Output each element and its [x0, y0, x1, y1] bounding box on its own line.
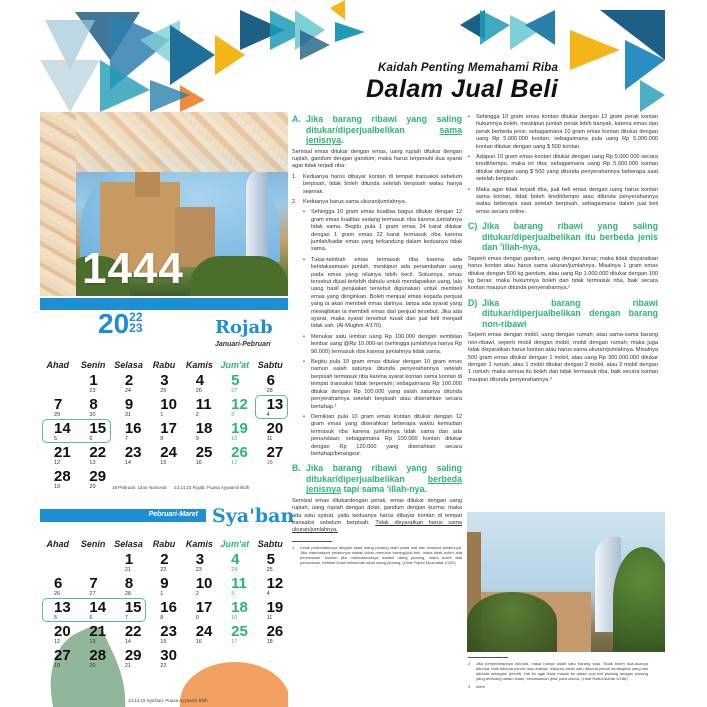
hijri-day-number: 27 [54, 647, 71, 664]
gregorian-day-number: 22 [160, 663, 167, 669]
bullet-item: • Begitu pula 10 gram emas ditukar dengan 10 gram emas namun salah satunya ditunda penyerahannya setelah berpisah termasuk riba karena syarat kontan sama kontan di tempat transaksi tidak terpenuhi; sebagaimana Rp 100.000 ditukar dengan Rp 100.000 yang salah satunya ditunda penyerahannya setelah berpisah atau diserahkan secara bertahap.¹ [303, 359, 462, 410]
hijri-day-number: 16 [124, 420, 142, 437]
calendar-day [182, 552, 217, 574]
hijri-day-number: 27 [266, 444, 284, 461]
burj-al-arab-photo [467, 512, 665, 652]
calendar-day [182, 445, 217, 467]
calendar-day [146, 624, 181, 646]
calendar-day [111, 373, 146, 395]
gregorian-day-number: 26 [54, 591, 61, 597]
gregorian-day-number: 13 [89, 639, 96, 645]
section-b-body: Semisal emas ditukardengan perak, emas ditukar dengan uang rupiah, uang rupiah dengan dolar, gandum dengan kurma; maka ada satu syarat, yaitu keduanya harus dibayar kontan di tempat transaksi sebelum berpisah. Tidak disyaratkan harus sama ukuran/jumlahnya. [292, 497, 462, 534]
calendar-day [182, 373, 217, 395]
month-bar-syaban [40, 509, 206, 522]
calendar-day [146, 552, 181, 574]
hijri-day-number: 28 [89, 647, 107, 664]
hijri-day-number: 3 [195, 551, 205, 568]
gregorian-day-number: 27 [231, 388, 238, 394]
gregorian-day-number: 6 [89, 436, 93, 442]
gregorian-day-number: 8 [160, 615, 164, 621]
year-bar [40, 298, 288, 310]
gregorian-day-number: 9 [195, 615, 199, 621]
gregorian-day-number: 17 [231, 639, 238, 645]
calendar-day [111, 421, 146, 443]
calendar-day [75, 397, 110, 419]
gregorian-day-number: 3 [231, 591, 235, 597]
calendar-day [217, 373, 252, 395]
gregorian-day-number: 31 [124, 412, 131, 418]
hijri-day-number: 19 [231, 420, 248, 437]
gregorian-day-number: 21 [124, 567, 131, 573]
calendar-day [75, 373, 110, 395]
hijri-day-number: 29 [124, 647, 142, 664]
section-d-heading: D) Jika barang ribawi ditukar/diperjualbelikan dengan barang non-ribawi [468, 297, 658, 329]
calendar-day [75, 445, 110, 467]
ayyamul-bidh-highlight [42, 419, 111, 443]
gregorian-day-number: 14 [124, 460, 131, 466]
hijri-day-number: 22 [89, 444, 107, 461]
hijri-day-number: 23 [160, 623, 177, 640]
calendar-day [40, 624, 75, 646]
hijri-day-number: 18 [231, 599, 248, 616]
calendar-day [40, 469, 75, 491]
calendar-day [75, 648, 110, 670]
gregorian-day-number: 4 [266, 591, 270, 597]
section-d-body: Seperti emas dengan mobil, uang dengan rumah; atau sama-sama barang non-ribawi, seperti mobil dengan mobil, mobil dengan rumah; maka juga tidak disyaratkan harus kontan atau harus sama ukuran/jumlahnya. Misalnya 500 gram emas ditukar dengan 1 mobil, atau uang Rp 300.000.000 ditukar dengan 1 rumah, atau 1 mobil ditukar dengan 2 mobil, atau 2 mobil dengan 1 rumah; maka semua itu boleh dan tidak termasuk riba, baik secara kontan maupun ditunda penyerahannya.³ [468, 332, 658, 383]
hijri-day-number: 17 [195, 599, 213, 616]
weekday-label: Selasa [114, 360, 143, 370]
calendar-day [253, 576, 288, 598]
hijri-day-number: 10 [195, 575, 213, 592]
gregorian-day-number: 18 [266, 460, 273, 466]
calendar-day [182, 624, 217, 646]
hijri-day-number: 25 [195, 444, 213, 461]
calendar-day [182, 421, 217, 443]
hijri-day-number: 1 [89, 372, 98, 389]
gregorian-day-number: 21 [124, 663, 131, 669]
gregorian-day-number: 25 [266, 567, 273, 573]
gregorian-day-number: 10 [231, 615, 238, 621]
gregorian-day-number: 2 [195, 591, 199, 597]
hijri-day-number: 18 [195, 420, 213, 437]
calendar-day [253, 373, 288, 395]
calendar-day [146, 576, 181, 598]
gregorian-year: 2022 23 [98, 308, 143, 339]
hijri-day-number: 16 [160, 599, 177, 616]
calendar-rojab [40, 360, 288, 491]
weekday-label: Sabtu [257, 539, 283, 549]
month-range-syaban: Pebruari-Maret [148, 511, 198, 518]
hijri-day-number: 12 [231, 396, 248, 413]
calendar-empty-cell [40, 552, 75, 574]
gregorian-day-number: 3 [231, 412, 235, 418]
gregorian-day-number: 27 [89, 591, 96, 597]
hijri-day-number: 14 [54, 420, 71, 437]
weekday-label: Kamis [185, 360, 213, 370]
weekday-label: Jum'at [220, 539, 250, 549]
ayyamul-bidh-highlight [255, 395, 288, 419]
gregorian-day-number: 12 [54, 460, 61, 466]
weekday-label: Rabu [152, 539, 176, 549]
gregorian-day-number: 22 [160, 567, 167, 573]
gregorian-day-number: 11 [266, 615, 273, 621]
footnote: 3 Idem [468, 684, 485, 689]
day-grid [40, 373, 288, 491]
article-title: Dalam Jual Beli [366, 75, 559, 103]
gregorian-day-number: 20 [89, 663, 96, 669]
footnote-divider [292, 541, 332, 542]
calendar-day [146, 373, 181, 395]
calendar-day [217, 576, 252, 598]
hijri-day-number: 17 [160, 420, 177, 437]
calendar-day [40, 397, 75, 419]
hijri-day-number: 7 [89, 575, 98, 592]
calendar-day [111, 648, 146, 670]
hijri-day-number: 6 [54, 575, 63, 592]
hijri-day-number: 26 [266, 623, 284, 640]
hijri-day-number: 12 [266, 575, 284, 592]
hijri-year: 1444 [82, 244, 184, 293]
calendar-day [146, 445, 181, 467]
section-c-body: Seperti emas dengan gandum, uang dengan beras; maka tidak disyaratkan harus kontan atau harus sama ukuran/jumlahnya. Misalnya 1 gram emas ditukar dengan 500 kg gandum, atau uang Rp 1.000.000 ditukar dengan 100 kg beras; maka hukumnya boleh dan tidak termasuk riba, baik secara kontan maupun ditunda penyerahannya.² [468, 255, 658, 292]
gregorian-day-number: 18 [266, 639, 273, 645]
gregorian-day-number: 24 [124, 388, 131, 394]
calendar-syaban [40, 539, 288, 670]
gregorian-day-number: 16 [195, 639, 202, 645]
calendar-day [111, 576, 146, 598]
gregorian-day-number: 1 [160, 591, 164, 597]
calendar-day [111, 445, 146, 467]
hijri-day-number: 8 [124, 575, 134, 592]
calendar-day [75, 624, 110, 646]
section-a-heading: A. Jika barang ribawi yang saling ditukar/diperjualbelikan sama jenisnya. [292, 114, 462, 145]
gregorian-day-number: 1 [160, 412, 164, 418]
gregorian-day-number: 26 [195, 388, 202, 394]
calendar-day [182, 576, 217, 598]
article-column-b [468, 114, 658, 387]
weekday-label: Sabtu [257, 360, 283, 370]
calendar-day [253, 445, 288, 467]
gregorian-day-number: 11 [266, 436, 273, 442]
hijri-day-number: 19 [266, 599, 284, 616]
gregorian-day-number: 14 [124, 639, 131, 645]
bullet-item: • Tukar-tambah emas termasuk riba karena ada ketidaksamaan jumlah, meskipun ada penambahan uang pada emas yang nilainya lebih kecil. Solusinya, emas tersebut dijual terlebih dahulu untuk mendapatkan uang, lalu uang hasil penjualan tersebut digunakan untuk membeli emas yang diinginkan. Boleh menjual emas kepada penjual yang ia akan membeli emas darinya, tanpa ada syarat yang mewajibkan ia membeli emas dari penjual tersebut. Jika ada syarat, maka syarat tersebut rusak dan jual beli menjadi tidak sah. (Al-Mughni 4/170) [303, 256, 462, 330]
article-kicker: Kaidah Penting Memahami Riba [378, 62, 559, 74]
hijri-day-number: 21 [89, 623, 107, 640]
footnotes-right [468, 657, 648, 689]
hijri-day-number: 9 [124, 396, 134, 413]
hijri-day-number: 9 [160, 575, 169, 592]
calendar-empty-cell [75, 552, 110, 574]
calendar-page [40, 0, 665, 707]
calendar-day [217, 624, 252, 646]
hijri-day-number: 28 [54, 468, 71, 485]
hijri-day-number: 1 [124, 551, 134, 568]
hijri-day-number: 2 [124, 372, 134, 389]
gregorian-day-number: 28 [266, 388, 273, 394]
hijri-day-number: 20 [266, 420, 284, 437]
gregorian-day-number: 9 [195, 436, 199, 442]
hijri-day-number: 24 [160, 444, 177, 461]
gregorian-day-number: 19 [54, 484, 61, 490]
bullet-item: • Maka agar tidak terjadi riba, jual beli emas dengan uang harus kontan sama kontan, tidak boleh kredit/tempo atau ditunda penyerahannya walau beberapa saat setelah berpisah, sebagaimana dalam jual beli emas secara online. [468, 186, 658, 215]
calendar-day [75, 576, 110, 598]
gregorian-day-number: 16 [195, 460, 202, 466]
gregorian-day-number: 8 [160, 436, 164, 442]
month-title-syaban: Sya'ban [212, 505, 295, 527]
hijri-day-number: 10 [160, 396, 177, 413]
gregorian-day-number: 19 [54, 663, 61, 669]
hijri-day-number: 11 [195, 396, 212, 413]
gregorian-day-number: 25 [160, 388, 167, 394]
hijri-day-number: 26 [231, 444, 248, 461]
calendar-day [253, 600, 288, 622]
calendar-day [182, 397, 217, 419]
calendar-day [146, 397, 181, 419]
calendar-day [217, 421, 252, 443]
weekday-header [40, 360, 288, 370]
weekday-label: Rabu [152, 360, 176, 370]
calendar-day [40, 576, 75, 598]
calendar-day [217, 600, 252, 622]
hijri-day-number: 20 [54, 623, 71, 640]
calendar-day [146, 648, 181, 670]
hijri-day-number: 11 [231, 575, 247, 592]
gregorian-day-number: 5 [54, 436, 58, 442]
gregorian-day-number: 2 [195, 412, 199, 418]
calendar-column [40, 112, 295, 707]
hijri-day-number: 25 [231, 623, 248, 640]
hijri-day-number: 24 [195, 623, 213, 640]
calendar-day [253, 624, 288, 646]
hijri-day-number: 4 [231, 551, 240, 568]
hijri-day-number: 13 [54, 599, 71, 616]
gregorian-day-number: 23 [89, 388, 96, 394]
calendar-day [182, 600, 217, 622]
hijri-day-number: 15 [89, 420, 107, 437]
hijri-day-number: 15 [124, 599, 142, 616]
gregorian-day-number: 23 [195, 567, 202, 573]
calendar-day [75, 469, 110, 491]
article-column-a [292, 114, 462, 565]
bullet-item: • Adapun 10 gram emas kontan ditukar dengan uang Rp 5.000.000 secara kredit/tempo, maka ini riba; sebagaimana uang Rp 5.000.000 kontan ditukar dengan uang $ 500 yang ditunda penyerahannya beberapa saat setelah berpisah. [468, 154, 658, 183]
hijri-day-number: 13 [266, 396, 284, 413]
footnote: 2 Jika penyerahannya ditunda, maka hanya salah satu barang saja. Tidak boleh dua-duanya ditunda, baik ditunda penuh dua-duanya, maupun salah satu ditunda penuh sedangkan yang lain ditunda sebagian (kredit). Hal itu agar tidak masuk ke dalam jual beli piutang dengan piutang yang terlarang dalam Islam, berdasarkan ijma' para ulama. (Lihat Rafiul Authar 5/186) [468, 661, 648, 681]
calendar-day [111, 624, 146, 646]
calendar-empty-cell [40, 373, 75, 395]
section-c-heading: C) Jika barang ribawi yang saling ditukar/diperjualbelikan itu berbeda jenis dan 'illah-nya, [468, 221, 658, 253]
gregorian-day-number: 5 [54, 615, 58, 621]
footnote: 1 Letak perbedaannya dengan akad utang piutang ialah pada niat dan maksud pelakunya. Jika niat/maksud pelakunya adalah tukar menukar barang/jual beli, maka tidak boleh ada penundaan. Namun jika niat/maksudnya adalah utang piutang, maka boleh ada penundaan, bahkan itulah kelaziman akad utang piutang. (Lihat Fiqhul Muamalat 1/200) [292, 544, 462, 565]
gregorian-day-number: 30 [89, 412, 96, 418]
gregorian-day-number: 15 [160, 460, 167, 466]
calendar-day [146, 600, 181, 622]
gregorian-day-number: 24 [231, 567, 238, 573]
gregorian-day-number: 20 [89, 484, 96, 490]
calendar-note: 13,14,15 Sya'ban: Puasa Ayyaamil Bidh [128, 698, 208, 703]
gregorian-day-number: 7 [124, 436, 128, 442]
section-a-intro: Semisal emas ditukar dengan emas, uang rupiah ditukar dengan rupiah, gandum dengan gandum; maka harus terpenuhi dua syarat agar tidak terjadi riba: [292, 148, 462, 170]
hijri-day-number: 4 [195, 372, 205, 389]
hijri-day-number: 21 [54, 444, 71, 461]
gregorian-day-number: 15 [160, 639, 167, 645]
hijri-day-number: 6 [266, 372, 275, 389]
bullet-item: • Demikian pula 10 gram emas kontan ditukar dengan 12 gram emas yang diserahkan beberapa waktu kemudian termasuk riba karena jumlahnya tidak sama dan ada penundaan; sebagaimana Rp 100.000 kontan ditukar dengan Rp 120.000 yang diserahkan secara bertahap/berangsur. [303, 413, 462, 457]
gregorian-day-number: 28 [124, 591, 131, 597]
weekday-label: Ahad [46, 360, 69, 370]
bullet-item: • Sehingga 10 gram emas kualitas bagus ditukar dengan 12 gram emas kualitas sedang termasuk riba karena jumlahnya tidak sama. Begitu pula 1 gram emas 24 karat ditukar dengan 1 gram emas 22 karat termasuk riba karena jumlah/kadar emas yang terkandung dalam keduanya tidak sama. [303, 209, 462, 253]
weekday-header [40, 539, 288, 549]
month-range-rojab: Januari-Pebruari [215, 341, 271, 348]
day-grid [40, 552, 288, 670]
gregorian-day-number: 7 [124, 615, 128, 621]
gregorian-day-number: 29 [54, 412, 61, 418]
calendar-day [217, 397, 252, 419]
gregorian-day-number: 13 [89, 460, 96, 466]
footnote-divider [468, 657, 508, 658]
hijri-day-number: 14 [89, 599, 107, 616]
hijri-day-number: 29 [89, 468, 107, 485]
gregorian-day-number: 17 [231, 460, 238, 466]
hijri-day-number: 3 [160, 372, 169, 389]
weekday-label: Kamis [185, 539, 213, 549]
hijri-day-number: 30 [160, 647, 177, 664]
calendar-day [111, 397, 146, 419]
calendar-day [40, 445, 75, 467]
gregorian-day-number: 10 [231, 436, 238, 442]
bullet-item: • Sehingga 10 gram emas kontan ditukar dengan 12 gram perak kontan hukumnya boleh, meskipun jumlah perak lebih banyak, karena emas dan perak berbeda jenis; sebagaimana 10 gram emas kontan ditukar dengan uang Rp 5.000.000 kontan; sebagaimana pula uang Rp 5.000.000 kontan ditukar dengan uang $ 500 kontan. [468, 114, 658, 150]
section-b-heading: B. Jika barang ribawi yang saling ditukar/diperjualbelikan berbeda jenisnya tapi sama 'illah-nya. [292, 463, 462, 495]
bullet-item: • Menukar satu lembar uang Rp 100.000 dengan sembilan lembar uang @Rp 10.000-an (sehingga jumlahnya hanya Rp 90.000) termasuk riba karena jumlahnya tidak sama. [303, 333, 462, 355]
calendar-day [253, 552, 288, 574]
weekday-label: Senin [80, 539, 106, 549]
weekday-label: Senin [80, 360, 106, 370]
list-item: 1. Keduanya harus dibayar kontan di tempat transaksi sebelum berpisah, tidak boleh ditunda setelah berpisah walau hanya sejenak. [292, 173, 462, 195]
list-item: 2. Keduanya harus sama ukuran/jumlahnya. [292, 198, 407, 205]
gregorian-day-number: 4 [266, 412, 270, 418]
hijri-day-number: 8 [89, 396, 98, 413]
hijri-day-number: 22 [124, 623, 142, 640]
hijri-day-number: 2 [160, 551, 169, 568]
ayyamul-bidh-highlight [42, 598, 146, 622]
hijri-day-number: 7 [54, 396, 63, 413]
calendar-note: 13,14,15 Rojab: Puasa Ayyaamil Bidh [174, 485, 250, 490]
gregorian-day-number: 6 [89, 615, 93, 621]
calendar-day [217, 445, 252, 467]
weekday-label: Ahad [46, 539, 69, 549]
calendar-day [146, 421, 181, 443]
hijri-day-number: 23 [124, 444, 142, 461]
calendar-day [253, 421, 288, 443]
calendar-day [111, 552, 146, 574]
article-title-block [366, 62, 606, 104]
calendar-note: 18 Pebruari: Libur Nasional [112, 485, 167, 490]
gregorian-day-number: 12 [54, 639, 61, 645]
month-title-rojab: Rojab [215, 317, 273, 338]
hijri-day-number: 5 [266, 551, 275, 568]
weekday-label: Selasa [114, 539, 143, 549]
hijri-day-number: 5 [231, 372, 240, 389]
calendar-day [40, 648, 75, 670]
weekday-label: Jum'at [220, 360, 250, 370]
calendar-day [217, 552, 252, 574]
